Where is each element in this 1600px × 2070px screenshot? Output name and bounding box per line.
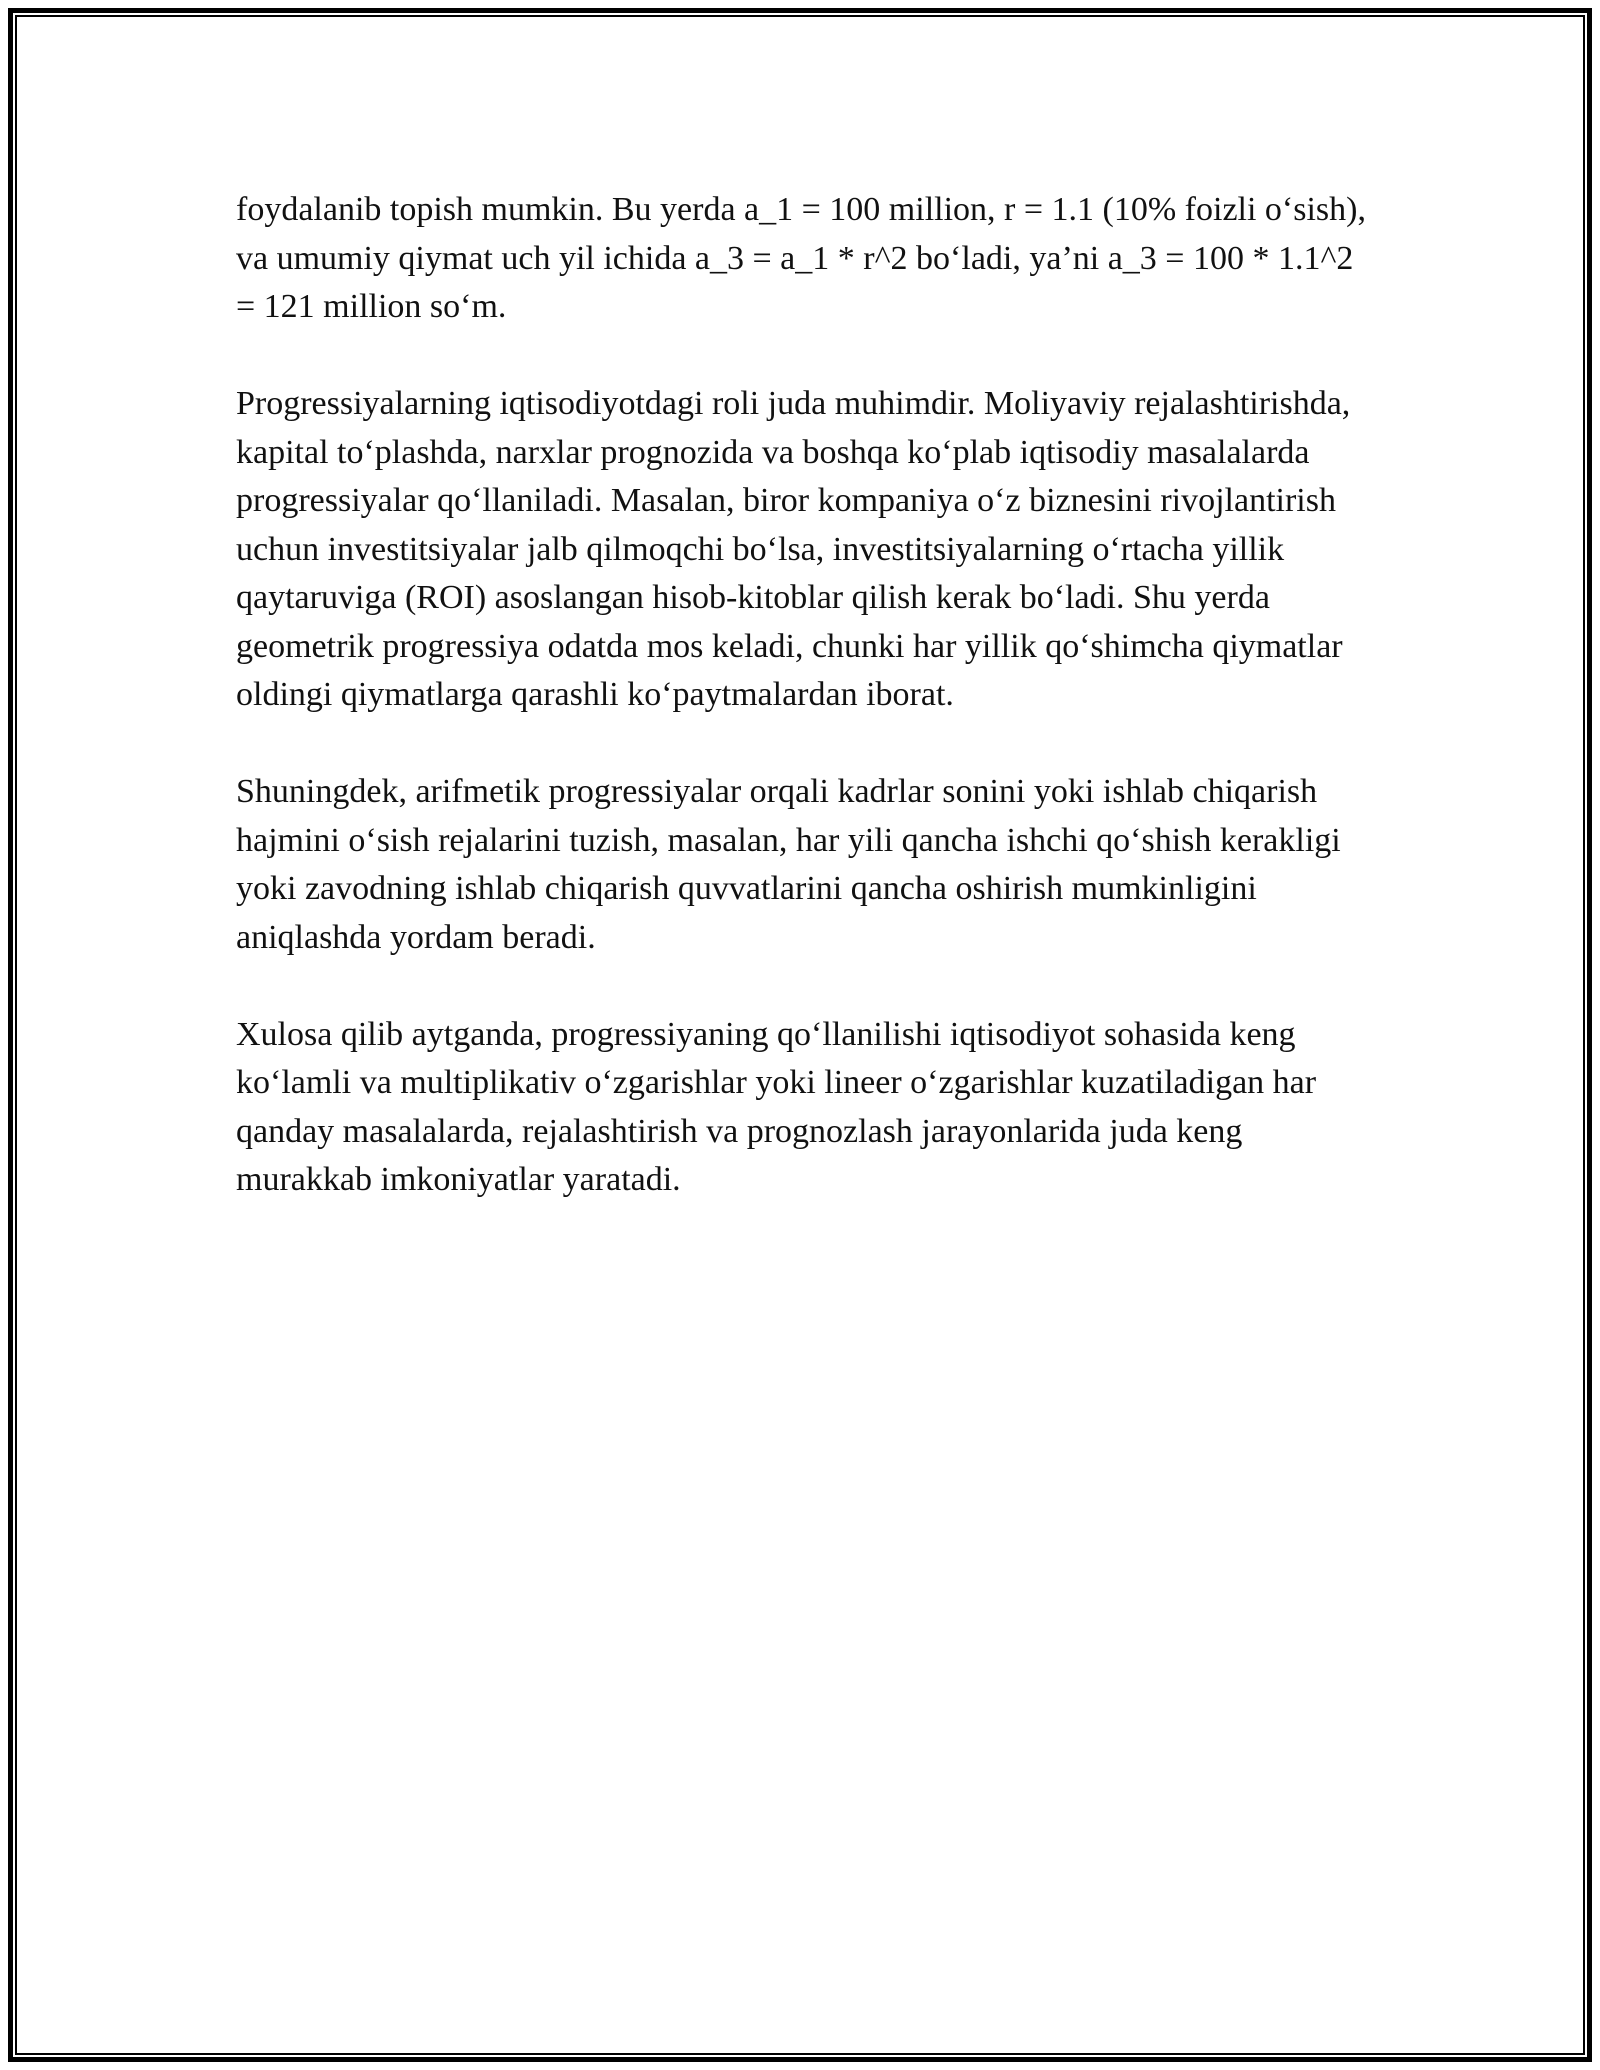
paragraph-economic-role: Progressiyalarning iqtisodiyotdagi roli juda muhimdir. Moliyaviy rejalashtirishda, kapital to‘plashda, narxlar prognozida va boshqa ko‘plab iqtisodiy masalalarda progressiyalar qo‘llaniladi. Masalan, biror kompaniya o‘z biznesini rivojlantirish uchun investitsiyalar jalb qilmoqchi bo‘lsa, investitsiyalarning o‘rtacha yillik qaytaruviga (ROI) asoslangan hisob-kitoblar qilish kerak bo‘ladi. Shu yerda geometrik progressiya odatda mos keladi, chunki har yillik qo‘shimcha qiymatlar oldingi qiymatlarga qarashli ko‘paytmalardan iborat. [236,385,1351,713]
document-body [236,186,1366,1253]
paragraph-formula-example: foydalanib topish mumkin. Bu yerda a_1 = 100 million, r = 1.1 (10% foizli o‘sish), va umumiy qiymat uch yil ichida a_3 = a_1 * r^2 bo‘ladi, ya’ni a_3 = 100 * 1.1^2 = 121 million so‘m. [236,191,1366,325]
paragraph-arithmetic-progression: Shuningdek, arifmetik progressiyalar orqali kadrlar sonini yoki ishlab chiqarish hajmini o‘sish rejalarini tuzish, masalan, har yili qancha ishchi qo‘shish kerakligi yoki zavodning ishlab chiqarish quvvatlarini qancha oshirish mumkinligini aniqlashda yordam beradi. [236,773,1341,956]
paragraph-conclusion: Xulosa qilib aytganda, progressiyaning qo‘llanilishi iqtisodiyot sohasida keng ko‘lamli va multiplikativ o‘zgarishlar yoki lineer o‘zgarishlar kuzatiladigan har qanday masalalarda, rejalashtirish va prognozlash jarayonlarida juda keng murakkab imkoniyatlar yaratadi. [236,1015,1317,1198]
